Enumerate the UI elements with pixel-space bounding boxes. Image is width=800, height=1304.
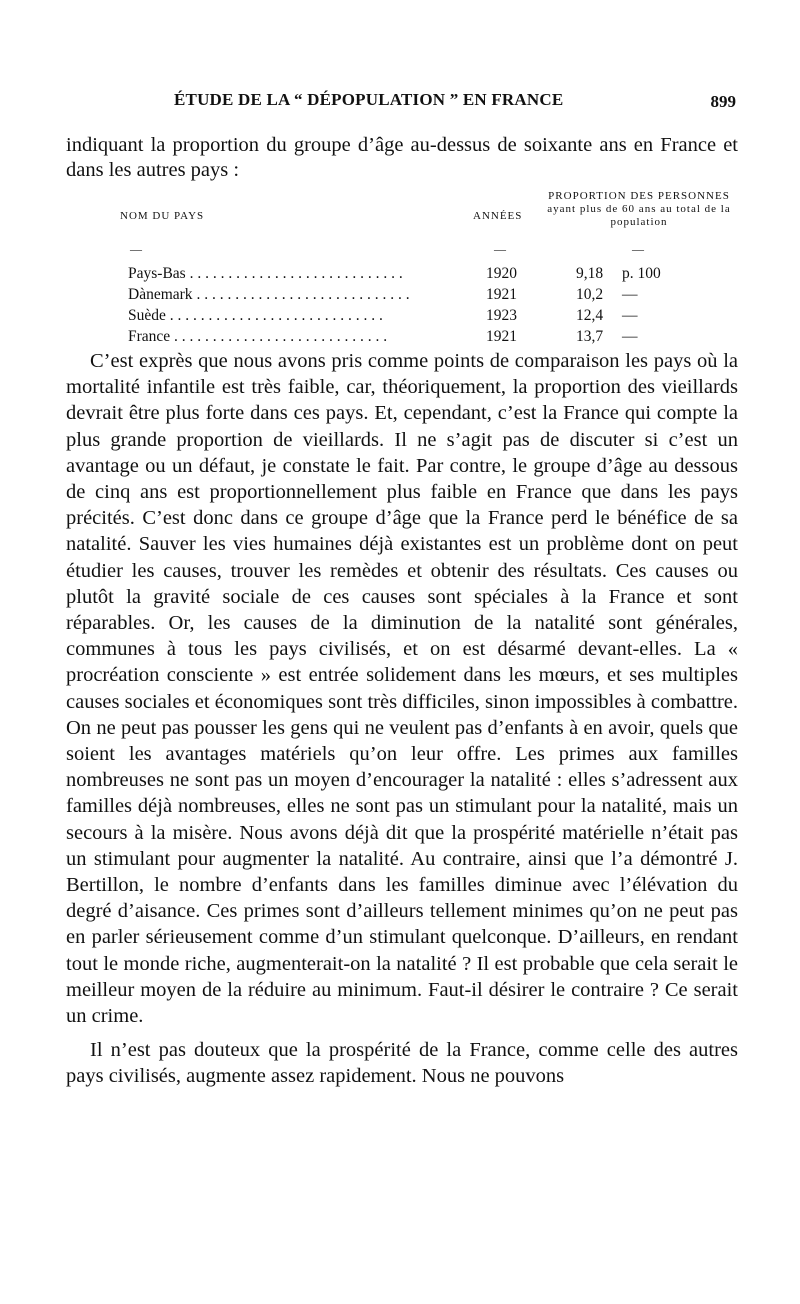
proportion-cell: 10,2 [576,286,604,303]
body-text [66,348,738,1098]
unit-cell: — [622,307,638,324]
unit-cell: — [622,328,638,345]
proportion-cell: 9,18 [576,265,604,282]
country-cell: France . . . [128,326,473,347]
table-row [66,305,738,326]
table-row [66,263,738,284]
proportion-column-header: PROPORTION DES PERSONNES ayant plus de 60 ans au total de la population [547,190,731,228]
table-header [66,190,738,270]
intro-text: indiquant la proportion du groupe d’âge au-dessus de soixante ans en France et dans les autres pays : [66,134,738,181]
year-cell: 1921 [486,286,517,303]
running-head [66,90,736,114]
country-cell: Pays-Bas . . . [128,263,473,284]
header-dash: — [494,242,507,256]
data-table [66,263,738,347]
country-cell: Suède . . . [128,305,473,326]
table-row [66,326,738,347]
proportion-cell: 13,7 [576,328,604,345]
year-column-header: ANNÉES [473,210,523,222]
country-cell: Dànemark . . . [128,284,473,305]
table-row [66,284,738,305]
year-cell: 1921 [486,328,517,345]
paragraph: Il n’est pas douteux que la prospérité de la France, comme celle des autres pays civilisés, augmente assez rapidement. Nous ne pouvons [66,1039,738,1088]
year-cell: 1920 [486,265,517,282]
unit-cell: p. 100 [622,265,661,282]
page-number: 899 [710,92,736,111]
header-dash: — [632,242,645,256]
year-cell: 1923 [486,307,517,324]
running-title: ÉTUDE DE LA “ DÉPOPULATION ” EN FRANCE [174,90,564,109]
unit-cell: — [622,286,638,303]
country-column-header: NOM DU PAYS [120,210,205,222]
header-dash: — [130,242,143,256]
paragraph: C’est exprès que nous avons pris comme points de comparaison les pays où la mortalité infantile est très faible, car, théoriquement, la proportion des vieillards devrait être plus forte dans ces pays. Et, cependant, c’est la France qui compte la plus grande proportion de vieillards. Il ne s’agit pas de discuter si c’est un avantage ou un défaut, je constate le fait. Par contre, le groupe d’âge au dessous de cinq ans est proportionnellement plus faible en France que dans les pays précités. C’est donc dans ce groupe d’âge que la France perd le bénéfice de sa natalité. Sauver les vies humaines déjà existantes est un problème dont on peut étudier les causes, trouver les remèdes et obtenir des résultats. Ces causes ou plutôt la gravité sociale de ces causes sont spéciales à la France et sont réparables. Or, les causes de la diminution de la natalité sont générales, communes à tous les pays civilisés, et on est désarmé devant-elles. La « procréation consciente » est entrée solidement dans les mœurs, et ses multiples causes sociales et économiques sont très difficiles, sinon impossibles à combattre. On ne peut pas pousser les gens qui ne veulent pas d’enfants à en avoir, quels que soient les avantages matériels qu’on leur offre. Les primes aux familles nombreuses ne sont pas un moyen d’encourager la natalité : elles s’adressent aux familles déjà nombreuses, elles ne sont pas un stimulant pour la natalité, mais un secours à la misère. Nous avons déjà dit que la prospérité matérielle n’était pas un stimulant pour augmenter la natalité. Au contraire, ainsi que l’a démontré J. Bertillon, le nombre d’enfants dans les familles diminue avec l’élévation du degré d’aisance. Ces primes sont d’ailleurs tellement minimes qu’on ne peut pas en parler sérieusement comme d’un stimulant quelconque. D’ailleurs, en rendant tout le monde riche, augmenterait-on la natalité ? Il est probable que cela serait le meilleur moyen de la réduire au minimum. Faut-il désirer le contraire ? Ce serait un crime. [66,350,738,1028]
proportion-cell: 12,4 [576,307,604,324]
